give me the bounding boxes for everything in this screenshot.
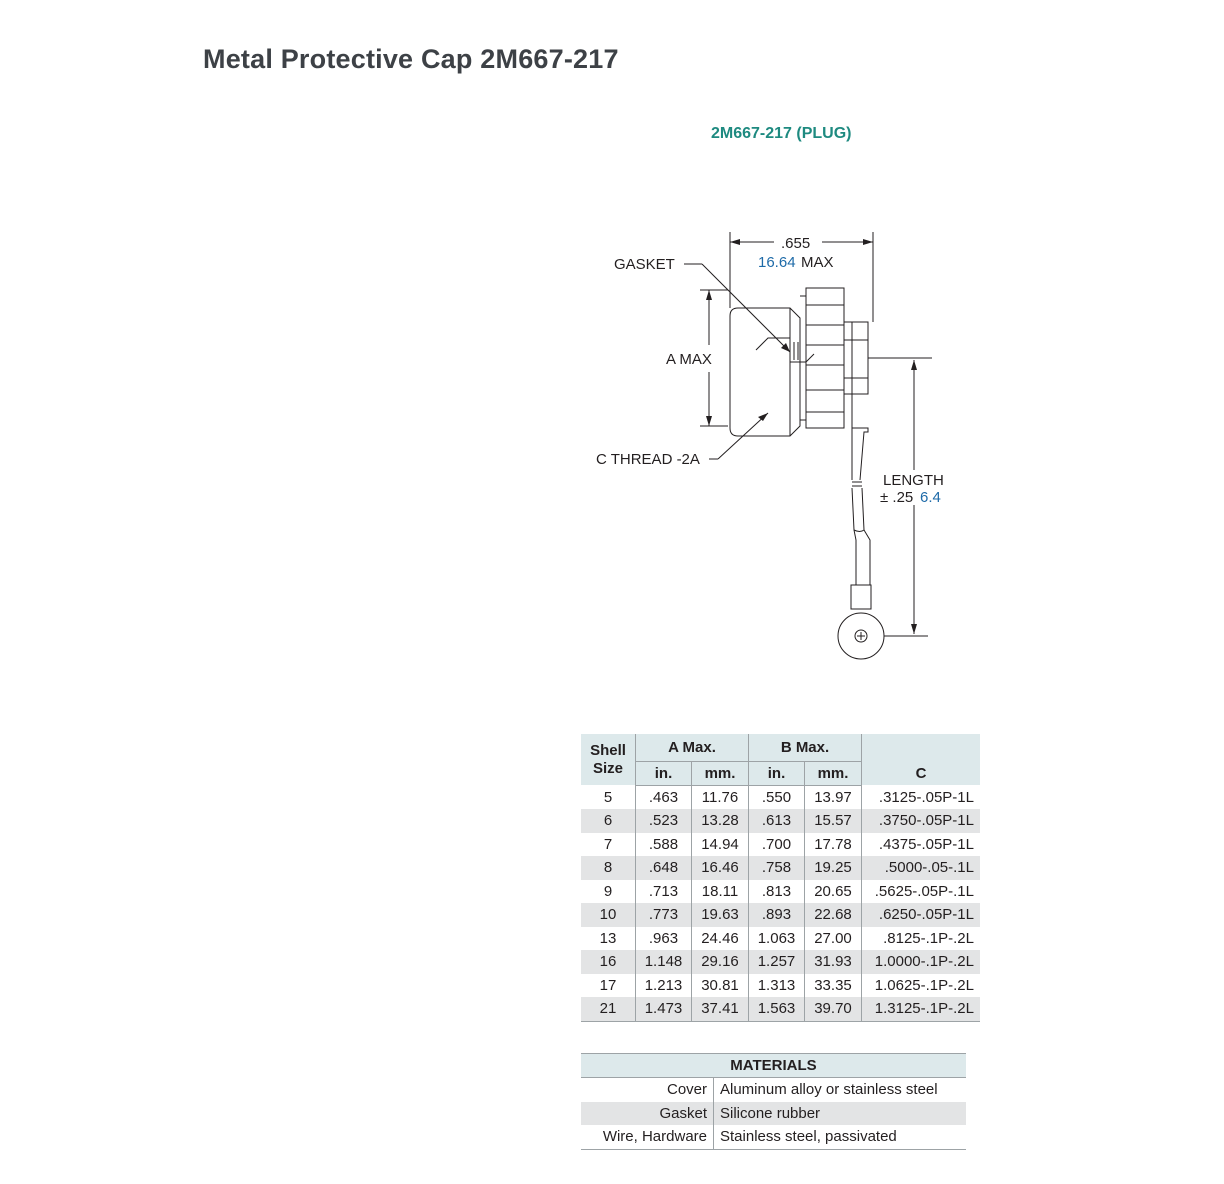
header-b-max: B Max. [749,734,862,761]
dimensions-table [581,734,980,1022]
cell-a-mm: 18.11 [692,880,749,904]
table-row [581,974,980,998]
cell-b-in: .813 [749,880,805,904]
cell-size: 21 [581,997,636,1021]
cell-size: 6 [581,809,636,833]
cell-b-in: .893 [749,903,805,927]
material-label: Gasket [581,1102,714,1126]
cell-b-in: 1.563 [749,997,805,1021]
a-max-label: A MAX [666,351,712,368]
cell-size: 9 [603,882,613,900]
cell-size: 5 [603,788,613,806]
cell-a-in: .463 [636,785,692,809]
materials-row [581,1125,966,1149]
cell-size: 16 [581,950,636,974]
material-value: Stainless steel, passivated [714,1125,967,1149]
header-a-max: A Max. [636,734,749,761]
cell-c: .5625-.05P-.1L [862,880,981,904]
cell-c: .6250-.05P-1L [862,903,981,927]
cell-b-mm: 13.97 [805,785,862,809]
cell-size: 13 [599,929,617,947]
table-row [581,880,980,904]
header-a-in: in. [636,761,692,785]
header-shell-size [581,734,636,785]
cell-b-in: .550 [749,785,805,809]
cell-b-in: 1.313 [749,974,805,998]
cell-b-in: 1.063 [749,927,805,951]
cell-a-mm: 30.81 [692,974,749,998]
cell-a-mm: 29.16 [692,950,749,974]
technical-drawing [560,220,980,670]
table-row [581,833,980,857]
length-label: LENGTH [883,472,944,489]
cell-a-in: .713 [636,880,692,904]
drawing-subtitle: 2M667-217 (PLUG) [711,125,852,142]
cell-c: 1.3125-.1P-.2L [862,997,981,1021]
cell-size: 7 [603,835,613,853]
cell-b-mm: 31.93 [805,950,862,974]
dim-top-mm: 16.64 [758,254,796,271]
gasket-label: GASKET [614,256,675,273]
material-value: Silicone rubber [714,1102,967,1126]
table-row [581,903,980,927]
material-label: Cover [581,1078,714,1102]
cell-a-mm: 13.28 [692,809,749,833]
materials-row [581,1102,966,1126]
materials-header: MATERIALS [581,1054,966,1078]
cell-c: 1.0625-.1P-.2L [862,974,981,998]
cell-b-mm: 39.70 [805,997,862,1021]
cell-b-mm: 17.78 [805,833,862,857]
cell-size: 8 [581,856,636,880]
cell-a-in: 1.473 [636,997,692,1021]
table-row [581,997,980,1021]
dim-top-inches: .655 [781,235,811,252]
cell-a-mm: 24.46 [692,927,749,951]
cell-b-in: .758 [749,856,805,880]
cell-c: 1.0000-.1P-.2L [862,950,981,974]
cell-a-in: .588 [636,833,692,857]
header-a-mm: mm. [692,761,749,785]
cell-a-in: .648 [636,856,692,880]
table-row [581,809,980,833]
cell-b-mm: 33.35 [805,974,862,998]
cell-c: .3125-.05P-1L [862,785,981,809]
materials-row [581,1078,966,1102]
page-title: Metal Protective Cap 2M667-217 [203,44,619,74]
header-c: C [862,734,981,785]
cell-b-in: .700 [749,833,805,857]
cell-size: 10 [581,903,636,927]
length-tolerance-mm: 6.4 [920,489,941,506]
table-row [581,950,980,974]
length-tolerance-inches: ± .25 [880,489,914,506]
cell-size: 17 [599,976,617,994]
cell-a-mm: 19.63 [692,903,749,927]
cell-b-in: .613 [749,809,805,833]
cell-a-in: .773 [636,903,692,927]
cell-a-in: 1.148 [636,950,692,974]
cell-a-mm: 14.94 [692,833,749,857]
cell-b-mm: 22.68 [805,903,862,927]
material-label: Wire, Hardware [581,1125,714,1149]
dim-top-suffix: MAX [801,254,834,271]
cell-a-in: 1.213 [636,974,692,998]
cell-b-mm: 19.25 [805,856,862,880]
header-b-mm: mm. [805,761,862,785]
cell-a-mm: 16.46 [692,856,749,880]
cell-b-mm: 20.65 [805,880,862,904]
materials-table [581,1053,966,1150]
header-shell: Shell [590,741,626,759]
cell-c: .4375-.05P-1L [862,833,981,857]
material-value: Aluminum alloy or stainless steel [720,1081,938,1099]
header-b-in: in. [749,761,805,785]
header-size: Size [592,759,623,777]
cell-a-in: .523 [636,809,692,833]
cell-c: .5000-.05-.1L [862,856,981,880]
table-row [581,856,980,880]
cell-b-mm: 15.57 [805,809,862,833]
c-thread-label: C THREAD -2A [596,451,700,468]
cell-b-in: 1.257 [749,950,805,974]
cell-a-mm: 37.41 [692,997,749,1021]
cell-c: .3750-.05P-1L [862,809,981,833]
cell-a-in: .963 [636,927,692,951]
cell-c: .8125-.1P-.2L [862,927,981,951]
table-row [581,927,980,951]
table-row [581,785,980,809]
cell-a-mm: 11.76 [692,785,749,809]
cell-b-mm: 27.00 [805,927,862,951]
